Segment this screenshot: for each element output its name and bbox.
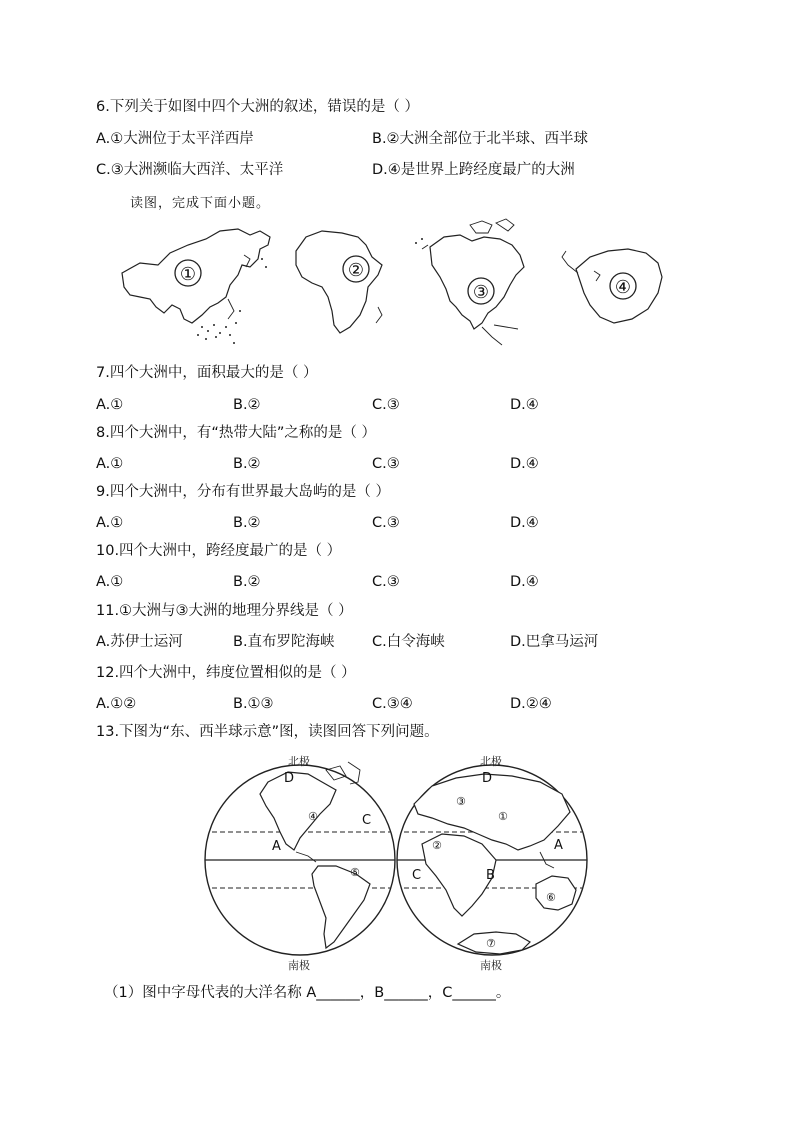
q10-option-b: B.② [233, 574, 261, 590]
q11-option-b: B.直布罗陀海峡 [233, 634, 335, 650]
q13-sub1: （1）图中字母代表的大洋名称 A______，B______，C______。 [104, 985, 511, 1001]
q10-option-d: D.④ [510, 574, 539, 590]
east-label-1: ① [498, 810, 508, 823]
q7-stem: 7.四个大洲中，面积最大的是（ ） [96, 365, 318, 381]
south-pole-label-east: 南极 [480, 959, 502, 972]
q12-option-c: C.③④ [372, 696, 413, 712]
q9-stem: 9.四个大洲中，分布有世界最大岛屿的是（ ） [96, 484, 390, 500]
q7-option-d: D.④ [510, 397, 539, 413]
q8-option-b: B.② [233, 456, 261, 472]
q8-stem: 8.四个大洲中，有“热带大陆”之称的是（ ） [96, 425, 376, 441]
continent-label-3: ③ [472, 282, 490, 303]
q8-option-c: C.③ [372, 456, 400, 472]
q11-option-d: D.巴拿马运河 [510, 634, 599, 650]
east-label-6: ⑥ [546, 891, 556, 904]
east-label-A: A [554, 838, 563, 853]
q7-option-b: B.② [233, 397, 261, 413]
q6-option-c: C.③大洲濒临大西洋、太平洋 [96, 162, 284, 178]
north-pole-label-east: 北极 [480, 755, 502, 768]
continent-label-4: ④ [614, 277, 632, 298]
east-label-C: C [412, 868, 422, 883]
q11-stem: 11.①大洲与③大洲的地理分界线是（ ） [96, 603, 353, 619]
west-label-C: C [362, 813, 372, 828]
east-label-2: ② [432, 839, 442, 852]
west-label-A: A [272, 839, 281, 854]
q11-option-a: A.苏伊士运河 [96, 634, 183, 650]
west-label-5: ⑤ [350, 866, 360, 879]
q12-option-a: A.①② [96, 696, 137, 712]
q10-option-a: A.① [96, 574, 124, 590]
continent-label-2: ② [347, 260, 365, 281]
q8-option-d: D.④ [510, 456, 539, 472]
q12-option-b: B.①③ [233, 696, 274, 712]
q12-stem: 12.四个大洲中，纬度位置相似的是（ ） [96, 665, 356, 681]
east-label-3: ③ [456, 795, 466, 808]
q8-option-a: A.① [96, 456, 124, 472]
q9-option-b: B.② [233, 515, 261, 531]
q10-option-c: C.③ [372, 574, 400, 590]
reading-instruction: 读图，完成下面小题。 [130, 196, 271, 211]
hemispheres-figure [200, 748, 590, 970]
east-label-D: D [482, 771, 493, 786]
north-pole-label-west: 北极 [288, 755, 310, 768]
western-hemisphere [205, 762, 395, 955]
q13-stem: 13.下图为“东、西半球示意”图，读图回答下列问题。 [96, 724, 439, 740]
continents-figure [110, 215, 670, 355]
west-label-D: D [284, 771, 295, 786]
q9-option-c: C.③ [372, 515, 400, 531]
q9-option-d: D.④ [510, 515, 539, 531]
eastern-hemisphere [397, 765, 587, 955]
west-label-4: ④ [308, 810, 318, 823]
continent-north-america-map [415, 219, 524, 345]
q6-option-a: A.①大洲位于太平洋西岸 [96, 131, 254, 147]
q6-option-d: D.④是世界上跨经度最广的大洲 [372, 162, 575, 178]
q7-option-c: C.③ [372, 397, 400, 413]
q12-option-d: D.②④ [510, 696, 552, 712]
continent-asia-map [122, 229, 270, 344]
continent-antarctica-map [562, 249, 662, 323]
continent-africa-map [296, 231, 382, 333]
q11-option-c: C.白令海峡 [372, 634, 445, 650]
east-label-B: B [486, 868, 495, 883]
q6-option-b: B.②大洲全部位于北半球、西半球 [372, 131, 589, 147]
south-pole-label-west: 南极 [288, 959, 310, 972]
q9-option-a: A.① [96, 515, 124, 531]
q6-stem: 6.下列关于如图中四个大洲的叙述，错误的是（ ） [96, 99, 419, 115]
continent-label-1: ① [179, 264, 197, 285]
q10-stem: 10.四个大洲中，跨经度最广的是（ ） [96, 543, 342, 559]
q7-option-a: A.① [96, 397, 124, 413]
east-label-7: ⑦ [486, 937, 496, 950]
